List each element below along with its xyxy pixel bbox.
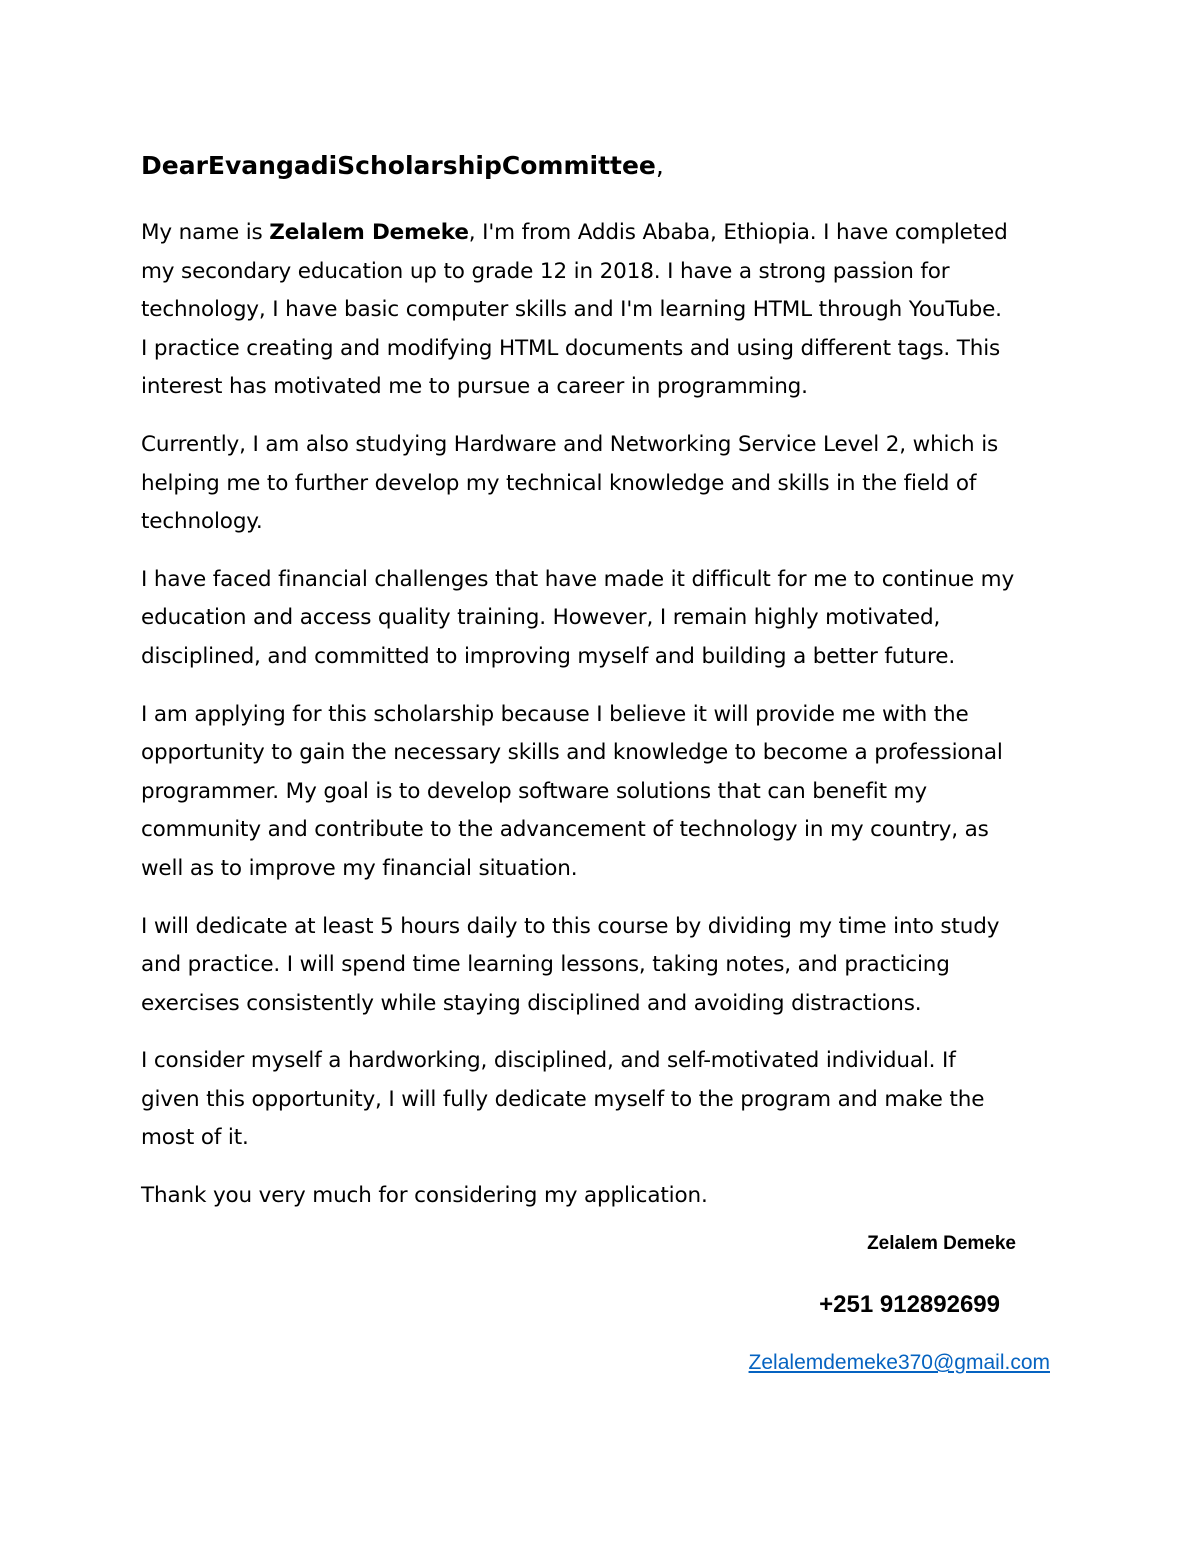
paragraph-motivation <box>141 696 1066 889</box>
paragraph-line: most of it. <box>141 1125 249 1151</box>
paragraph-line: I will dedicate at least 5 hours daily to this course by dividing my time into study <box>141 913 1000 939</box>
paragraph-line: I practice creating and modifying HTML documents and using different tags. This <box>141 335 1001 361</box>
paragraph-line: exercises consistently while staying disciplined and avoiding distractions. <box>141 990 922 1016</box>
paragraph-line: my secondary education up to grade 12 in 2018. I have a strong passion for <box>141 258 950 284</box>
paragraph-line: programmer. My goal is to develop software solutions that can benefit my <box>141 778 927 804</box>
paragraph-line: well as to improve my financial situation. <box>141 855 578 881</box>
paragraph-line: given this opportunity, I will fully dedicate myself to the program and make the <box>141 1086 985 1112</box>
paragraph-closing <box>141 1177 1066 1216</box>
paragraph-line: helping me to further develop my technical knowledge and skills in the field of <box>141 470 977 496</box>
paragraph-line: Currently, I am also studying Hardware and Networking Service Level 2, which is <box>141 431 999 457</box>
paragraph-line: technology. <box>141 509 263 535</box>
paragraph-line: I am applying for this scholarship because I believe it will provide me with the <box>141 701 969 727</box>
paragraph-line: technology, I have basic computer skills and I'm learning HTML through YouTube. <box>141 297 1002 323</box>
paragraph-line: community and contribute to the advancement of technology in my country, as <box>141 817 989 843</box>
signature-phone: +251 912892699 <box>819 1291 1000 1318</box>
paragraph-commitment <box>141 908 1066 1024</box>
salutation-punctuation: , <box>655 151 664 180</box>
paragraph-challenges <box>141 561 1066 677</box>
paragraph-line: disciplined, and committed to improving myself and building a better future. <box>141 643 956 669</box>
salutation <box>141 148 1066 184</box>
signature-email-link[interactable]: Zelalemdemeke370@gmail.com <box>748 1351 1050 1374</box>
paragraph-line: Thank you very much for considering my application. <box>141 1183 708 1209</box>
applicant-name-inline: Zelalem Demeke <box>269 220 469 245</box>
paragraph-line: and practice. I will spend time learning lessons, taking notes, and practicing <box>141 952 950 978</box>
paragraph-line: opportunity to gain the necessary skills and knowledge to become a professional <box>141 740 1003 766</box>
salutation-text: DearEvangadiScholarshipCommittee <box>141 151 656 180</box>
letter-body <box>141 148 1066 1235</box>
intro-text: My name is <box>141 220 270 245</box>
paragraph-line: I consider myself a hardworking, disciplined, and self-motivated individual. If <box>141 1048 956 1074</box>
paragraph-line: interest has motivated me to pursue a career in programming. <box>141 374 808 400</box>
paragraph-line: education and access quality training. However, I remain highly motivated, <box>141 605 941 631</box>
intro-text: , I'm from Addis Ababa, Ethiopia. I have completed <box>468 220 1008 245</box>
paragraph-introduction <box>141 214 1066 407</box>
paragraph-current-studies <box>141 426 1066 542</box>
paragraph-self-description <box>141 1042 1066 1158</box>
paragraph-line: I have faced financial challenges that have made it difficult for me to continue my <box>141 566 1015 592</box>
signature-name: Zelalem Demeke <box>867 1233 1016 1254</box>
paragraph-line <box>141 214 1066 253</box>
